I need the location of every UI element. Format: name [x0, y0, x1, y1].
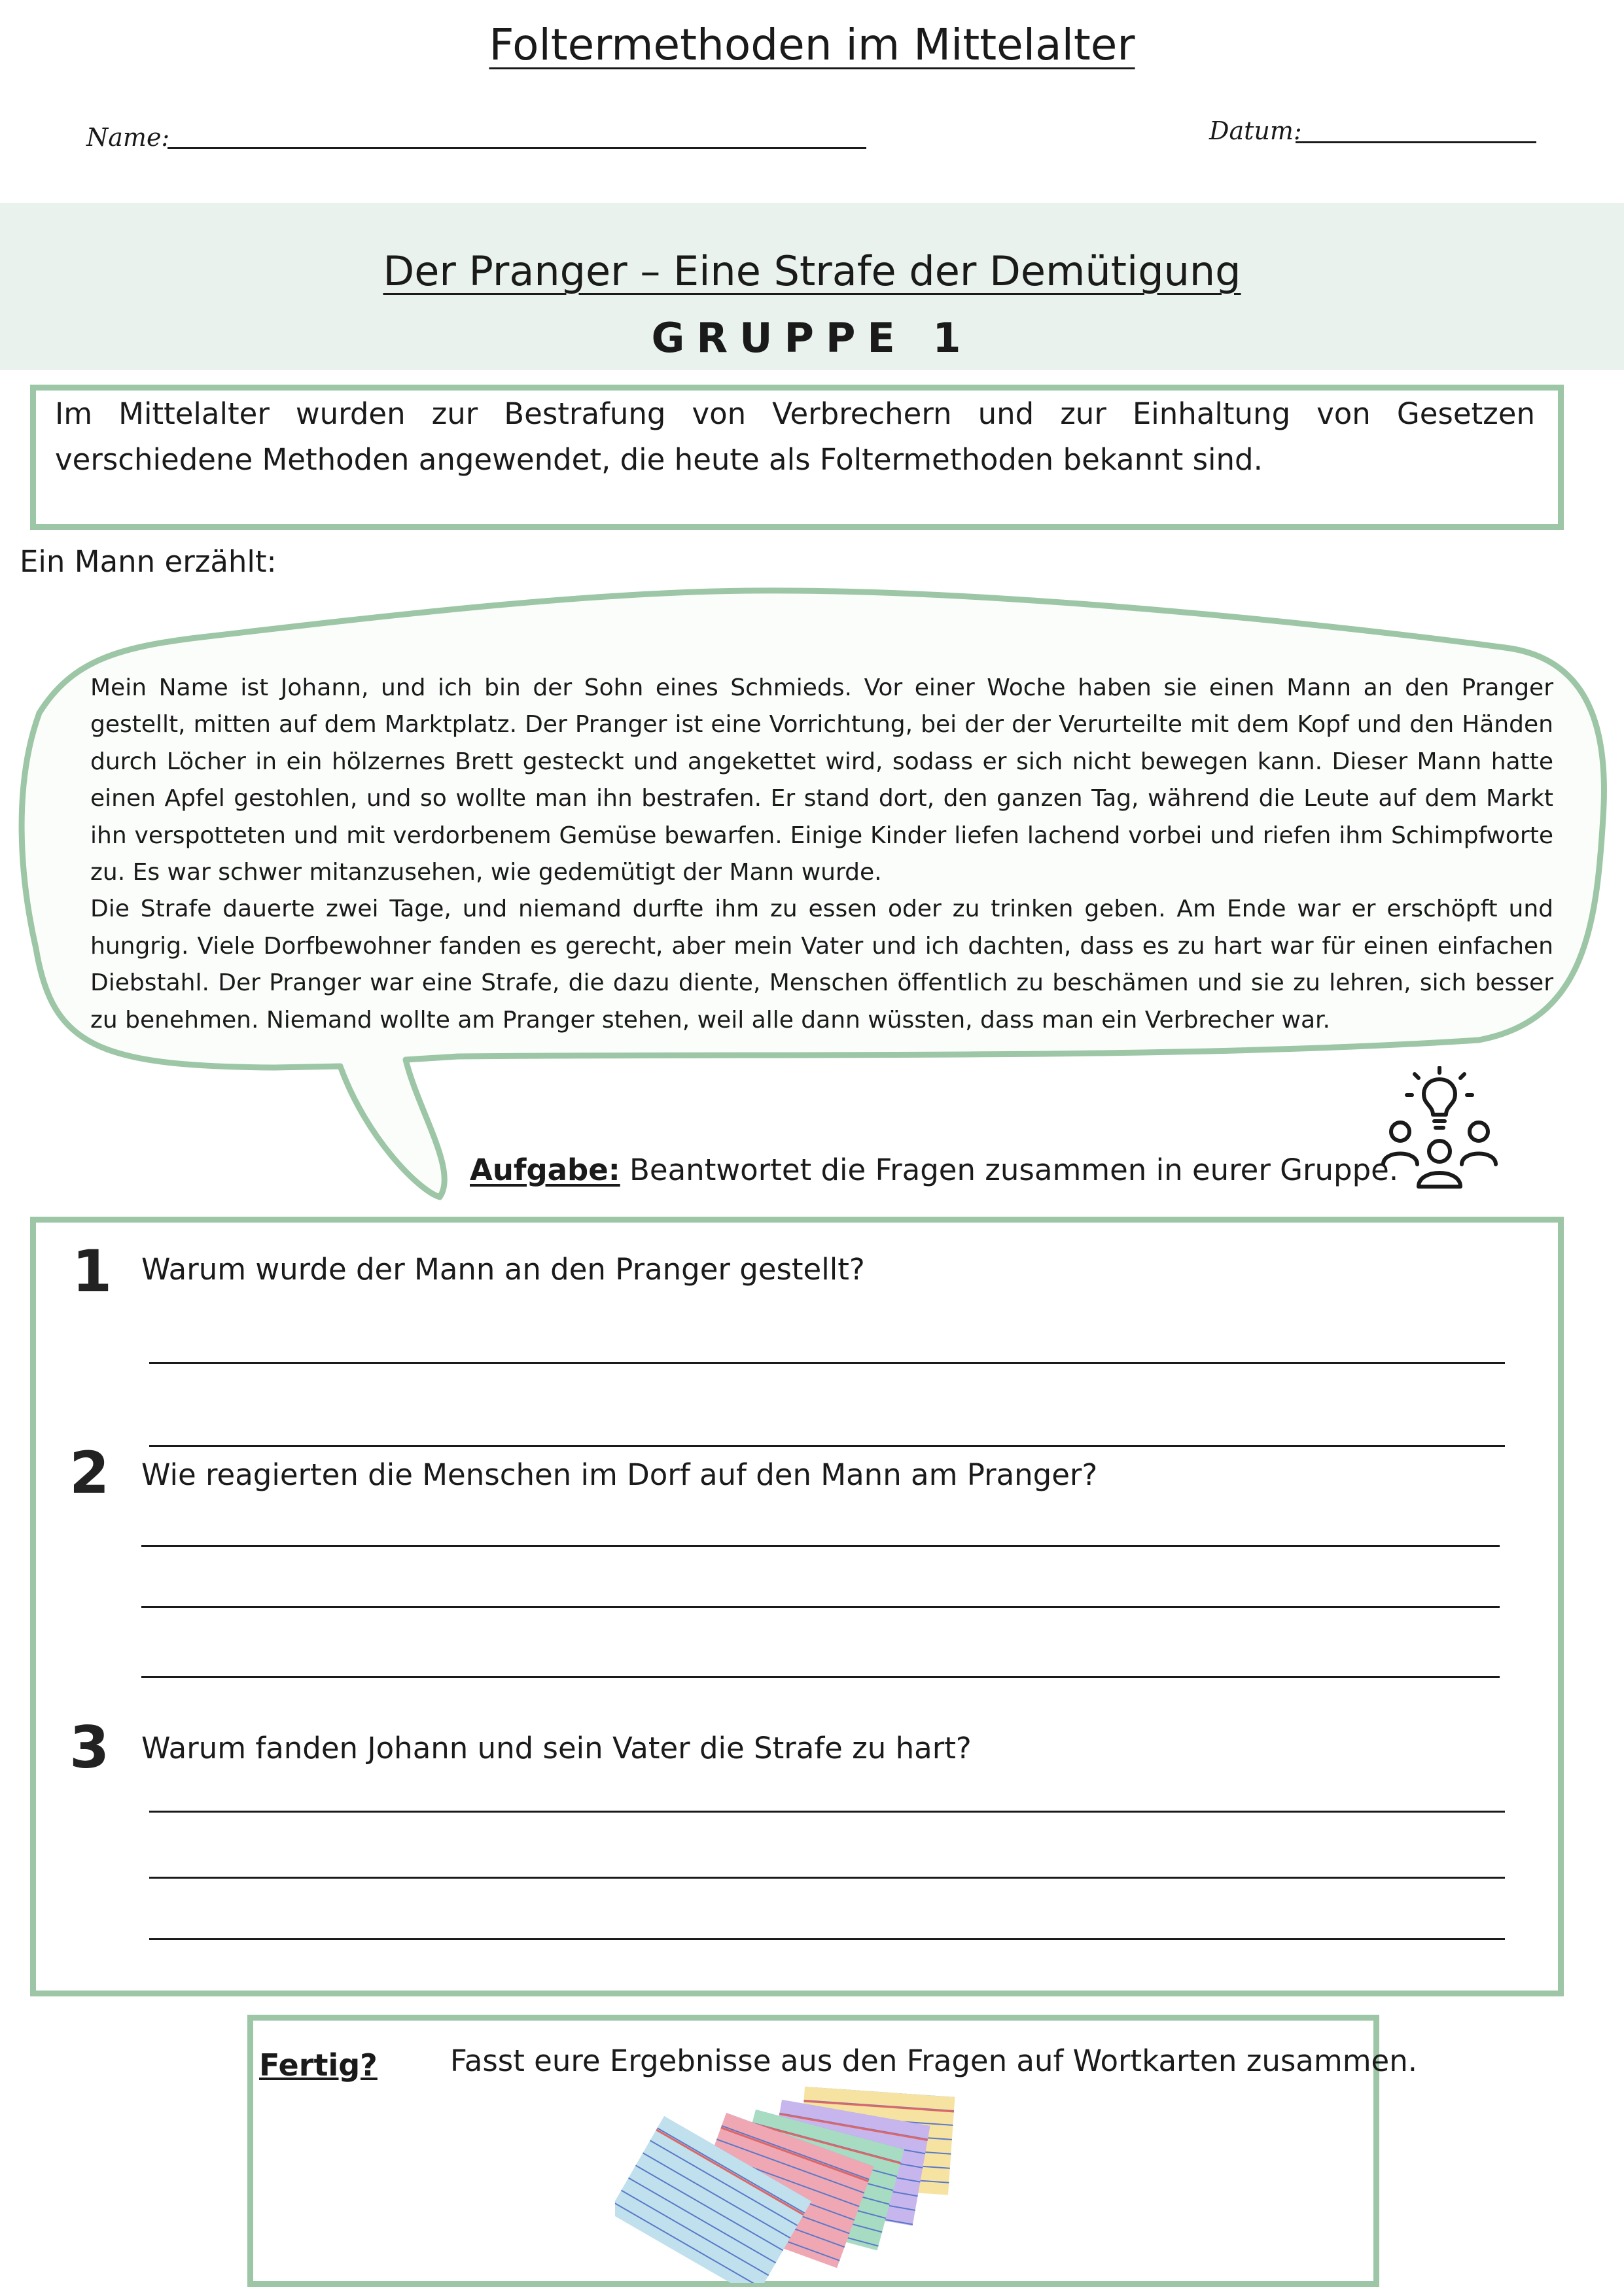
answer-line[interactable]: [149, 1938, 1505, 1940]
name-label: Name:: [86, 123, 170, 152]
narrator-label: Ein Mann erzählt:: [20, 544, 277, 579]
question-2-number: 2: [69, 1439, 110, 1506]
question-1-text: Warum wurde der Mann an den Pranger gestellt?: [141, 1252, 865, 1287]
done-label: Fertig?: [259, 2047, 378, 2083]
answer-line[interactable]: [149, 1445, 1505, 1447]
intro-text: Im Mittelalter wurden zur Bestrafung von Verbrechern und zur Einhaltung von Gesetzen verschiedene Methoden angewendet, die heute als Foltermethoden bekannt sind.: [55, 396, 1535, 477]
answer-line[interactable]: [141, 1545, 1500, 1547]
story-paragraph-2: Die Strafe dauerte zwei Tage, und niemand durfte ihm zu essen oder zu trinken geben. Am Ende war er erschöpft und hungrig. Viele Dorfbewohner fanden es gerecht, aber mein Vater und ich dachten, dass es zu hart war für einen einfachen Diebstahl. Der Pranger war eine Strafe, die dazu diente, Menschen öffentlich zu beschämen und sie zu lehren, sich besser zu benehmen. Niemand wollte am Pranger stehen, weil alle dann wüssten, dass man ein Verbrecher war.: [90, 896, 1553, 1034]
index-cards-icon: [615, 2080, 1021, 2283]
answer-line[interactable]: [149, 1362, 1505, 1364]
question-3-text: Warum fanden Johann und sein Vater die Strafe zu hart?: [141, 1731, 972, 1765]
task-text: Beantwortet die Fragen zusammen in eurer Gruppe.: [620, 1153, 1399, 1187]
question-2-text: Wie reagierten die Menschen im Dorf auf den Mann am Pranger?: [141, 1457, 1098, 1492]
question-3-number: 3: [69, 1714, 110, 1781]
task-label: Aufgabe:: [470, 1153, 620, 1187]
story-text: [90, 670, 1553, 1039]
answer-line[interactable]: [141, 1606, 1500, 1608]
group-label: GRUPPE 1: [651, 314, 973, 362]
section-subtitle: Der Pranger – Eine Strafe der Demütigung: [383, 247, 1241, 295]
date-label: Datum:: [1209, 116, 1302, 145]
answer-line[interactable]: [149, 1811, 1505, 1813]
page-title: Foltermethoden im Mittelalter: [489, 20, 1135, 70]
task-instruction: [470, 1153, 1398, 1187]
done-text: Fasst eure Ergebnisse aus den Fragen auf Wortkarten zusammen.: [450, 2044, 1418, 2078]
story-paragraph-1: Mein Name ist Johann, und ich bin der Sohn eines Schmieds. Vor einer Woche haben sie einen Mann an den Pranger gestellt, mitten auf dem Marktplatz. Der Pranger ist eine Vorrichtung, bei der der Verurteilte mit dem Kopf und den Händen durch Löcher in ein hölzernes Brett gesteckt und angekettet wird, sodass er sich nicht bewegen kann. Dieser Mann hatte einen Apfel gestohlen, und so wollte man ihn bestrafen. Er stand dort, den ganzen Tag, während die Leute auf dem Markt ihn verspotteten und mit verdorbenem Gemüse bewarfen. Einige Kinder liefen lachend vorbei und riefen ihm Schimpfworte zu. Es war schwer mitanzusehen, wie gedemütigt der Mann wurde.: [90, 674, 1553, 886]
question-1-number: 1: [72, 1238, 113, 1305]
group-idea-icon: [1374, 1066, 1505, 1191]
answer-line[interactable]: [141, 1676, 1500, 1678]
answer-line[interactable]: [149, 1877, 1505, 1879]
